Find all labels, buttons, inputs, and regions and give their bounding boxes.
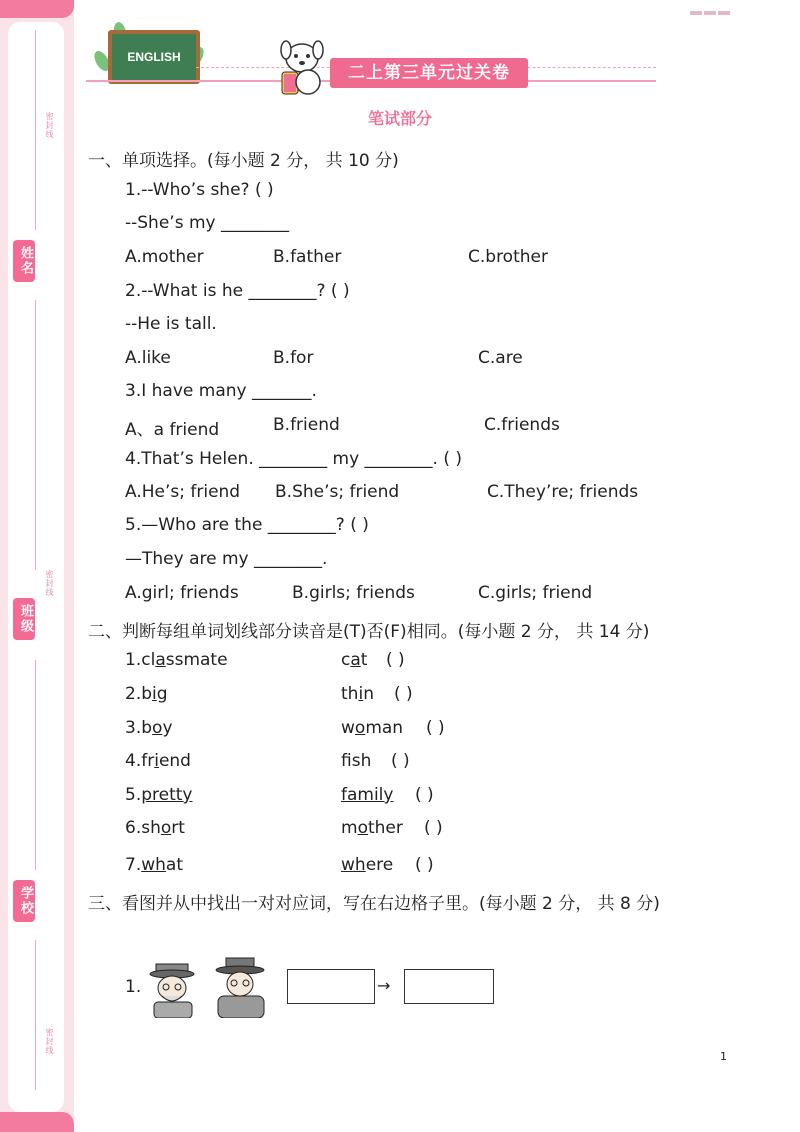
q4-stem: 4.That’s Helen. ________ my ________. ( ) bbox=[125, 449, 463, 469]
binding-margin bbox=[0, 0, 74, 1132]
answer-box-1[interactable] bbox=[287, 969, 375, 1004]
answer-box-2[interactable] bbox=[404, 969, 494, 1004]
q5-option-a: A.girl; friends bbox=[125, 583, 239, 603]
q3-option-a: A、a friend bbox=[125, 420, 220, 440]
q2-line2: --He is tall. bbox=[125, 314, 217, 334]
s2-item-word2: family bbox=[341, 785, 394, 805]
q2-stem: 2.--What is he ________? ( ) bbox=[125, 281, 350, 301]
s2-item-word1: 4.friend bbox=[125, 751, 191, 771]
corner-decoration bbox=[690, 0, 746, 4]
margin-line bbox=[35, 940, 36, 1090]
s2-answer-bracket[interactable]: ( ) bbox=[394, 684, 413, 704]
s2-item-word2: thin bbox=[341, 684, 374, 704]
q4-option-c: C.They’re; friends bbox=[487, 482, 639, 502]
q5-option-c: C.girls; friend bbox=[478, 583, 593, 603]
name-label: 姓名 bbox=[13, 240, 35, 282]
section3-heading: 三、看图并从中找出一对对应词，写在右边格子里。(每小题 2 分， 共 8 分) bbox=[88, 894, 660, 914]
q3-option-c: C.friends bbox=[484, 415, 560, 435]
s2-answer-bracket[interactable]: ( ) bbox=[386, 650, 405, 670]
margin-line bbox=[35, 300, 36, 570]
q3-option-b: B.friend bbox=[273, 415, 340, 435]
s3-q1-number: 1. bbox=[125, 977, 142, 997]
margin-bottom-band bbox=[0, 1112, 74, 1132]
arrow-icon: → bbox=[377, 976, 391, 995]
q5-line2: —They are my ________. bbox=[125, 549, 328, 569]
exam-title: 二上第三单元过关卷 bbox=[330, 58, 528, 88]
q2-option-a: A.like bbox=[125, 348, 171, 368]
margin-inner-panel bbox=[8, 22, 64, 1112]
seal-text: 密封线 bbox=[45, 112, 54, 139]
q2-option-b: B.for bbox=[273, 348, 314, 368]
q1-line2: --She’s my ________ bbox=[125, 213, 289, 233]
s2-answer-bracket[interactable]: ( ) bbox=[415, 785, 434, 805]
s2-item-word1: 3.boy bbox=[125, 718, 173, 738]
section1-heading: 一、单项选择。(每小题 2 分， 共 10 分) bbox=[88, 151, 399, 171]
q1-option-b: B.father bbox=[273, 247, 342, 267]
dog-mascot-icon bbox=[274, 36, 330, 98]
section2-heading: 二、判断每组单词划线部分读音是(T)否(F)相同。(每小题 2 分， 共 14 分) bbox=[88, 622, 650, 642]
q1-option-a: A.mother bbox=[125, 247, 204, 267]
s2-answer-bracket[interactable]: ( ) bbox=[424, 818, 443, 838]
q5-option-b: B.girls; friends bbox=[292, 583, 415, 603]
s2-answer-bracket[interactable]: ( ) bbox=[426, 718, 445, 738]
q5-stem: 5.—Who are the ________? ( ) bbox=[125, 515, 369, 535]
english-chalkboard: ENGLISH bbox=[108, 30, 200, 84]
q1-stem: 1.--Who’s she? ( ) bbox=[125, 180, 274, 200]
s2-item-word2: woman bbox=[341, 718, 404, 738]
q1-option-c: C.brother bbox=[468, 247, 548, 267]
q4-option-b: B.She’s; friend bbox=[275, 482, 400, 502]
seal-text: 密封线 bbox=[45, 570, 54, 597]
s2-item-word1: 6.short bbox=[125, 818, 185, 838]
school-label: 学校 bbox=[13, 880, 35, 922]
old-man-icon bbox=[146, 960, 200, 1018]
s2-item-word1: 2.big bbox=[125, 684, 168, 704]
q2-option-c: C.are bbox=[478, 348, 523, 368]
q4-option-a: A.He’s; friend bbox=[125, 482, 241, 502]
margin-line bbox=[35, 660, 36, 870]
s2-item-word2: mother bbox=[341, 818, 403, 838]
s2-item-word2: cat bbox=[341, 650, 368, 670]
old-woman-icon bbox=[212, 956, 270, 1018]
section-subtitle: 笔试部分 bbox=[367, 109, 432, 128]
seal-text: 密封线 bbox=[45, 1028, 54, 1055]
page-number: 1 bbox=[720, 1050, 727, 1063]
margin-line bbox=[35, 30, 36, 230]
s2-item-word1: 5.pretty bbox=[125, 785, 193, 805]
s2-item-word2: where bbox=[341, 855, 394, 875]
s2-item-word1: 1.classmate bbox=[125, 650, 228, 670]
s2-answer-bracket[interactable]: ( ) bbox=[415, 855, 434, 875]
q3-stem: 3.I have many _______. bbox=[125, 381, 317, 401]
class-label: 班级 bbox=[13, 598, 35, 640]
s2-item-word2: fsh bbox=[341, 751, 372, 771]
s2-item-word1: 7.what bbox=[125, 855, 184, 875]
s2-answer-bracket[interactable]: ( ) bbox=[391, 751, 410, 771]
margin-top-band bbox=[0, 0, 74, 18]
